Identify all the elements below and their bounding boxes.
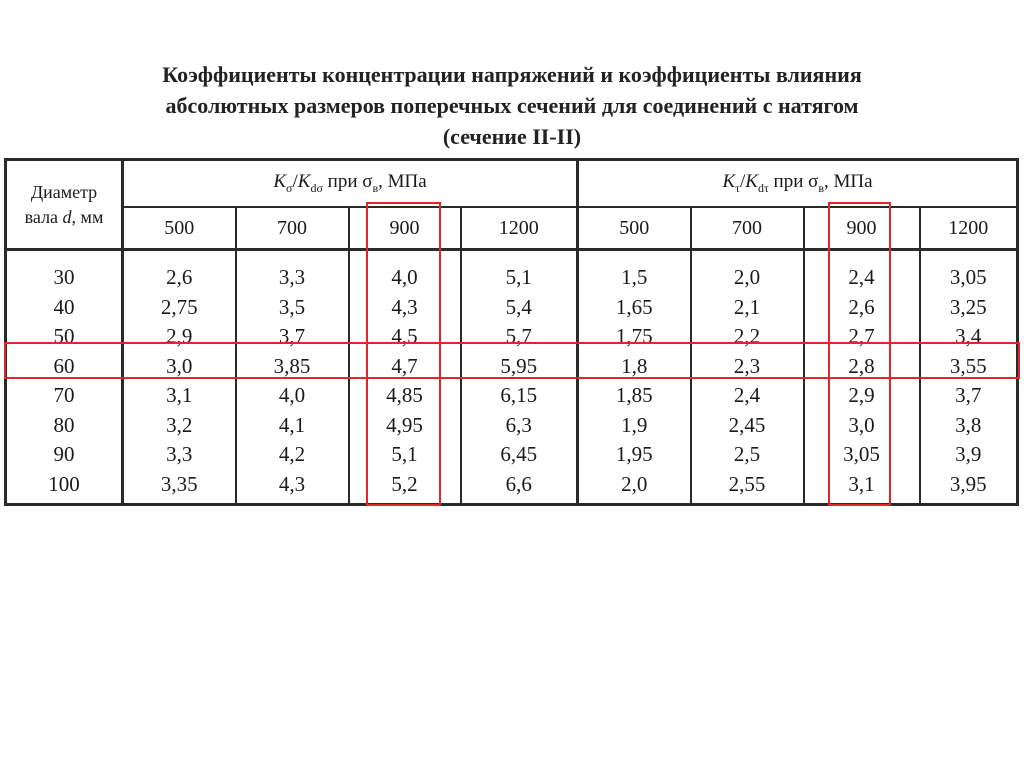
table-cell: 4,95 xyxy=(386,412,423,437)
table-cell: 4,3 xyxy=(278,471,306,496)
table-cell: 3,2 xyxy=(166,412,193,437)
table-cell: 2,9 xyxy=(848,383,875,407)
table-cell: 2,8 xyxy=(848,353,875,378)
table-cell: 5,2 xyxy=(391,471,418,496)
table-cell: 1,9 xyxy=(621,412,648,437)
strength-header: 500 xyxy=(123,207,236,250)
table-cell: 2,45 xyxy=(728,412,766,437)
table-cell: 3,3 xyxy=(278,265,306,289)
table-cell: 4,0 xyxy=(391,265,418,289)
table-cell: 5,95 xyxy=(500,353,538,378)
value-column xyxy=(920,250,1018,505)
value-column xyxy=(461,250,578,505)
table-cell: 6,6 xyxy=(505,471,532,496)
table-cell: 1,5 xyxy=(621,265,648,289)
table-cell: 3,85 xyxy=(273,353,311,378)
table-cell: 3,4 xyxy=(955,324,982,348)
value-column xyxy=(349,250,461,505)
table-cell: 2,7 xyxy=(848,324,875,348)
table-cell: 3,1 xyxy=(848,471,875,496)
table-cell: 1,8 xyxy=(621,353,648,378)
table-cell: 3,25 xyxy=(949,294,987,319)
strength-header: 700 xyxy=(691,207,804,250)
value-column xyxy=(236,250,349,505)
page-title xyxy=(0,59,1024,152)
table-body-row xyxy=(6,250,1018,505)
table-cell: 2,6 xyxy=(166,265,193,289)
diameter-cell: 50 xyxy=(53,324,75,348)
table-cell: 1,75 xyxy=(615,324,653,348)
strength-header: 700 xyxy=(236,207,349,250)
strength-header: 900 xyxy=(804,207,920,250)
table-cell: 3,05 xyxy=(843,442,880,466)
table-cell: 3,8 xyxy=(955,412,982,437)
table-cell: 3,95 xyxy=(949,471,987,496)
title-line-1: Коэффициенты концентрации напряжений и коэффициенты влияния xyxy=(162,62,862,87)
table-cell: 3,7 xyxy=(278,324,306,348)
table-cell: 2,4 xyxy=(848,265,875,289)
table-cell: 3,0 xyxy=(848,412,875,437)
title-line-2: абсолютных размеров поперечных сечений для соединений с натягом xyxy=(165,93,859,118)
table-cell: 2,5 xyxy=(733,442,761,466)
table-cell: 3,55 xyxy=(949,353,987,378)
table-cell: 6,3 xyxy=(505,412,532,437)
diameter-header: Диаметр вала d, мм xyxy=(6,160,123,250)
strength-header: 1200 xyxy=(461,207,578,250)
table-cell: 2,0 xyxy=(621,471,648,496)
value-column xyxy=(691,250,804,505)
table-cell: 3,05 xyxy=(949,265,987,289)
table-cell: 1,85 xyxy=(615,383,653,407)
tau-group-header: $K_\tau/K_{d\tau}$ при $\sigma_в$, МПа xyxy=(578,160,1018,208)
strength-header: 500 xyxy=(578,207,691,250)
diameter-cell: 100 xyxy=(48,471,80,496)
table-cell: 6,45 xyxy=(500,442,538,466)
diameter-cell: 70 xyxy=(53,383,75,407)
strength-header: 1200 xyxy=(920,207,1018,250)
table-cell: 1,95 xyxy=(615,442,653,466)
table-cell: 2,75 xyxy=(160,294,198,319)
table-cell: 2,55 xyxy=(728,471,766,496)
table-cell: 3,7 xyxy=(955,383,982,407)
sigma-group-header: $K_\sigma/K_{d\sigma}$ при $\sigma_в$, МПа xyxy=(123,160,578,208)
table-cell: 5,1 xyxy=(505,265,532,289)
value-column xyxy=(578,250,691,505)
table-cell: 2,1 xyxy=(733,294,761,319)
table-cell: 4,0 xyxy=(278,383,306,407)
table-cell: 4,3 xyxy=(391,294,418,319)
table-cell: 6,15 xyxy=(500,383,538,407)
table-cell: 4,7 xyxy=(391,353,418,378)
table-cell: 4,1 xyxy=(278,412,306,437)
table-cell: 4,5 xyxy=(391,324,418,348)
strength-header: 900 xyxy=(349,207,461,250)
table-cell: 3,3 xyxy=(166,442,193,466)
table-cell: 3,1 xyxy=(166,383,193,407)
table-cell: 5,4 xyxy=(505,294,532,319)
table-cell: 5,7 xyxy=(505,324,532,348)
table-cell: 4,85 xyxy=(386,383,423,407)
diameter-cell: 90 xyxy=(53,442,75,466)
coefficients-table xyxy=(4,158,1019,506)
table-cell: 5,1 xyxy=(391,442,418,466)
table-cell: 2,0 xyxy=(733,265,761,289)
diameter-cell: 30 xyxy=(53,265,75,289)
table-cell: 2,3 xyxy=(733,353,761,378)
diameter-cell: 60 xyxy=(53,353,75,378)
table-cell: 3,0 xyxy=(166,353,193,378)
diameter-cell: 40 xyxy=(53,294,75,319)
table-cell: 2,6 xyxy=(848,294,875,319)
table-cell: 3,35 xyxy=(160,471,198,496)
table-cell: 1,65 xyxy=(615,294,653,319)
table-cell: 4,2 xyxy=(278,442,306,466)
diameter-cell: 80 xyxy=(53,412,75,437)
table-cell: 2,9 xyxy=(166,324,193,348)
table-cell: 3,5 xyxy=(278,294,306,319)
table-cell: 2,2 xyxy=(733,324,761,348)
table-cell: 2,4 xyxy=(733,383,761,407)
title-line-3: (сечение II-II) xyxy=(442,124,582,149)
value-column xyxy=(123,250,236,505)
table-cell: 3,9 xyxy=(955,442,982,466)
value-column xyxy=(804,250,920,505)
diameter-column xyxy=(6,250,123,505)
